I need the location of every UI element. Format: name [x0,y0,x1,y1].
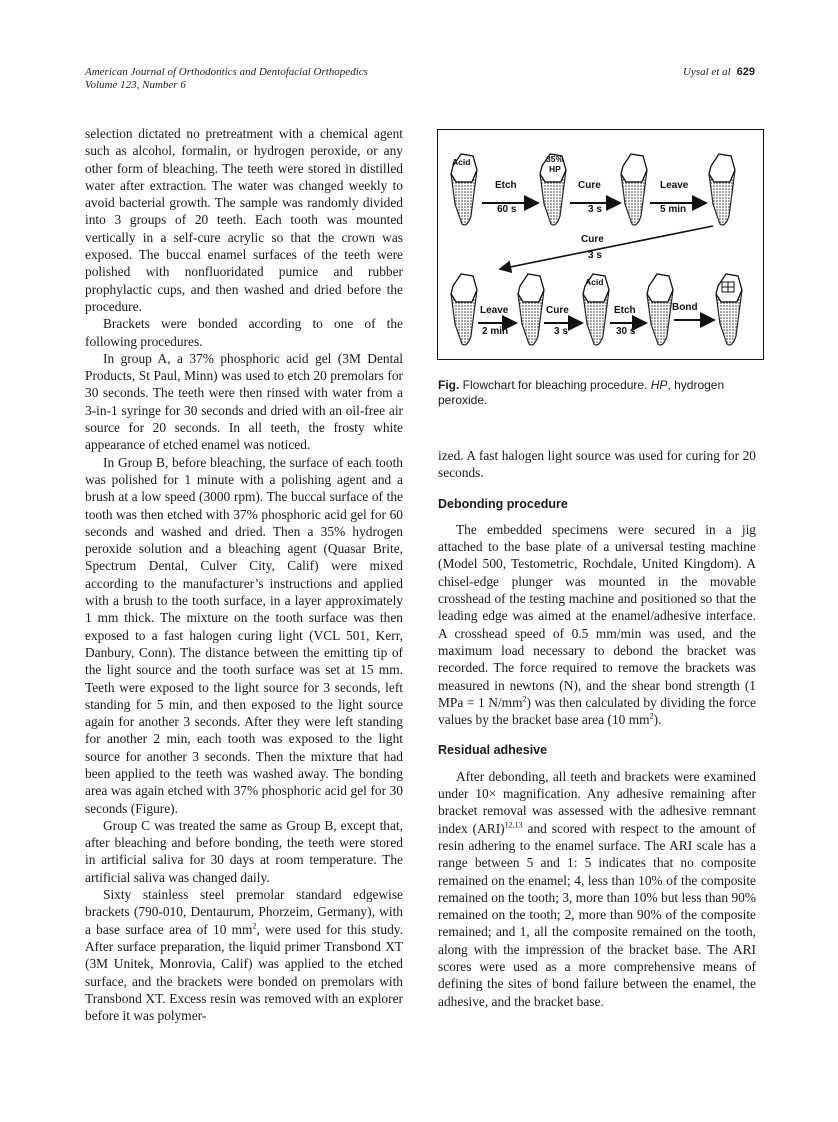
arrow-action: Leave [660,180,689,191]
text-run: The embedded specimens were secured in a jig attached to the base plate of a universal testing machine (Model 500, Testometric, Rochdale, United Kingdom). A chisel-edge plunger was mounted in the movable crosshead of the testing machine and positioned so that the leading edge was aimed at the enamel/adhesive interface. A crosshead speed of 0.5 mm/min was used, and the maximum load necessary to debond the bracket was recorded. The force required to remove the brackets was measured in newtons (N), and the shear bond strength (1 MPa = 1 N/mm [438,521,756,710]
paragraph [438,521,756,729]
arrow-action: Cure [578,180,601,191]
bracket-icon [722,282,734,292]
paragraph: Group C was treated the same as Group B, except that, after bleaching and before bonding, the teeth were stored in artificial saliva for 30 days at room temperature. The artificial saliva was changed daily. [85,817,403,885]
arrow-action: Bond [672,302,698,313]
tooth-icon [647,274,673,345]
caption-text: , hydrogen peroxide. [438,378,725,407]
text-run: , were used for this study. After surface preparation, the liquid primer Transbond XT (3M Unitek, Monrovia, Calif) was applied to the etched surface, and the brackets were bonded on premolars with Transbond XT. Excess resin was removed with an explorer before it was polymer- [85,921,403,1024]
arrow-time: 60 s [497,204,517,215]
arrow-action: Cure [546,305,569,316]
header-right [683,66,755,79]
paragraph [438,768,756,1010]
superscript: 12,13 [504,820,523,830]
page-number: 629 [736,66,755,78]
flowchart-diagram [438,130,765,361]
journal-title: American Journal of Orthodontics and Dentofacial Orthopedics [85,66,368,78]
paragraph: selection dictated no pretreatment with a chemical agent such as alcohol, formalin, or hydrogen peroxide, or any other form of bleaching. The teeth were stored in distilled water after extraction. The water was changed weekly to avoid bacterial growth. The sample was randomly divided into 3 groups of 20 teeth. Each tooth was mounted vertically in a self-cure acrylic so that the crown was exposed. The buccal enamel surfaces of the teeth were polished with nonfluoridated pumice and rubber prophylactic cups, and then washed and dried before the procedure. [85,126,403,314]
arrow-time: 30 s [616,326,636,337]
section-heading: Residual adhesive [438,743,548,758]
right-column [438,447,756,1010]
paragraph: In group A, a 37% phosphoric acid gel (3M Dental Products, St Paul, Minn) was used to etch 20 premolars for 30 seconds. The teeth were then rinsed with water from a 3-in-1 syringe for 30 seconds and dried with an oil-free air source for 20 seconds. In all teeth, the frosty white appearance of etched enamel was noticed. [85,350,403,453]
tooth-label: 35% [546,154,564,164]
paragraph: In Group B, before bleaching, the surface of each tooth was polished for 1 minute with a polishing agent and a brush at a low speed (3000 rpm). The buccal surface of the tooth was then etched with 37% phosphoric acid gel for 60 seconds and washed and dried. Then a 35% hydrogen peroxide solution and a bleaching agent (Quasar Brite, Spectrum Dental, Culver City, Calif) were mixed according to the manufacturer’s instructions and applied with a brush to the tooth surface, in a layer approximately 1 mm thick. The mixture on the tooth surface was then exposed to a fast halogen curing light (VCL 501, Kerr, Danbury, Conn). The distance between the emitting tip of the light source and the tooth surface was set at 15 mm. Teeth were exposed to the light source for 3 seconds, left standing for 5 min, and then exposed to the light source again for another 3 seconds. After they were left standing for another 2 min, each tooth was exposed to the light source for another 3 seconds. Then the mixture that had been applied to the teeth was washed away. The bonding area was again etched with 37% phosphoric acid gel for 30 seconds (Figure). [85,454,403,816]
arrow-time: 2 min [482,326,509,337]
caption-text: Flowchart for bleaching procedure. [459,378,651,392]
arrow-time: 3 s [588,204,602,215]
text-run: ). [653,712,662,728]
figure-caption [438,378,756,408]
text-run: After debonding, all teeth and brackets were examined under 10× magnification. Any adhesive remaining after bracket removal was assessed with the adhesive remnant index (ARI) [438,768,756,836]
text-run: ) was then calculated by dividing the force values by the bracket base area (10 mm [438,694,756,728]
figure-flowchart [437,129,764,360]
left-column [85,125,403,1024]
author-line: Uysal et al [682,66,731,78]
tooth-icon [621,154,647,225]
paragraph-brackets [85,886,403,1024]
journal-volume: Volume 123, Number 6 [85,79,186,91]
running-header [85,66,755,92]
superscript: 2 [252,921,257,931]
tooth-label: HP [549,164,561,174]
text-run: and scored with respect to the amount of resin adhering to the enamel surface. The ARI scale has a range between 5 and 1: 5 indicates that no composite remained on the enamel; 4, less than 10% of the composite remained on the tooth; 3, more than 10% but less than 90% remained on the tooth; 2, more than 90% of the composite remained; and 1, all the composite remained on the tooth, along with the impression of the bracket base. The ARI scores were used as a more comprehensive means of defining the sites of bond failure between the enamel, the adhesive, and the bracket base. [438,820,756,1009]
arrow-action: Cure [581,234,604,245]
paragraph: ized. A fast halogen light source was used for curing for 20 seconds. [438,448,756,481]
superscript: 2 [522,694,527,704]
arrow-time: 5 min [660,204,687,215]
tooth-icon [518,274,544,345]
tooth-label: Acid [452,157,471,167]
arrow-time: 3 s [588,250,602,261]
tooth-icon [451,274,477,345]
arrow-action: Etch [495,180,517,191]
paragraph: Brackets were bonded according to one of the following procedures. [85,316,403,349]
caption-abbrev: HP [650,378,668,392]
arrow-time: 3 s [554,326,568,337]
arrow-action: Leave [480,305,509,316]
section-heading: Debonding procedure [438,496,568,511]
arrow-action: Etch [614,305,636,316]
text-run: Sixty stainless steel premolar standard edgewise brackets (790-010, Dentaurum, Phorzeim, Germany), with a base surface area of 10 mm [85,887,403,937]
tooth-label: Acid [585,277,604,287]
tooth-icon [709,154,735,225]
figure-label: Fig. [438,378,460,392]
superscript: 2 [649,711,654,721]
